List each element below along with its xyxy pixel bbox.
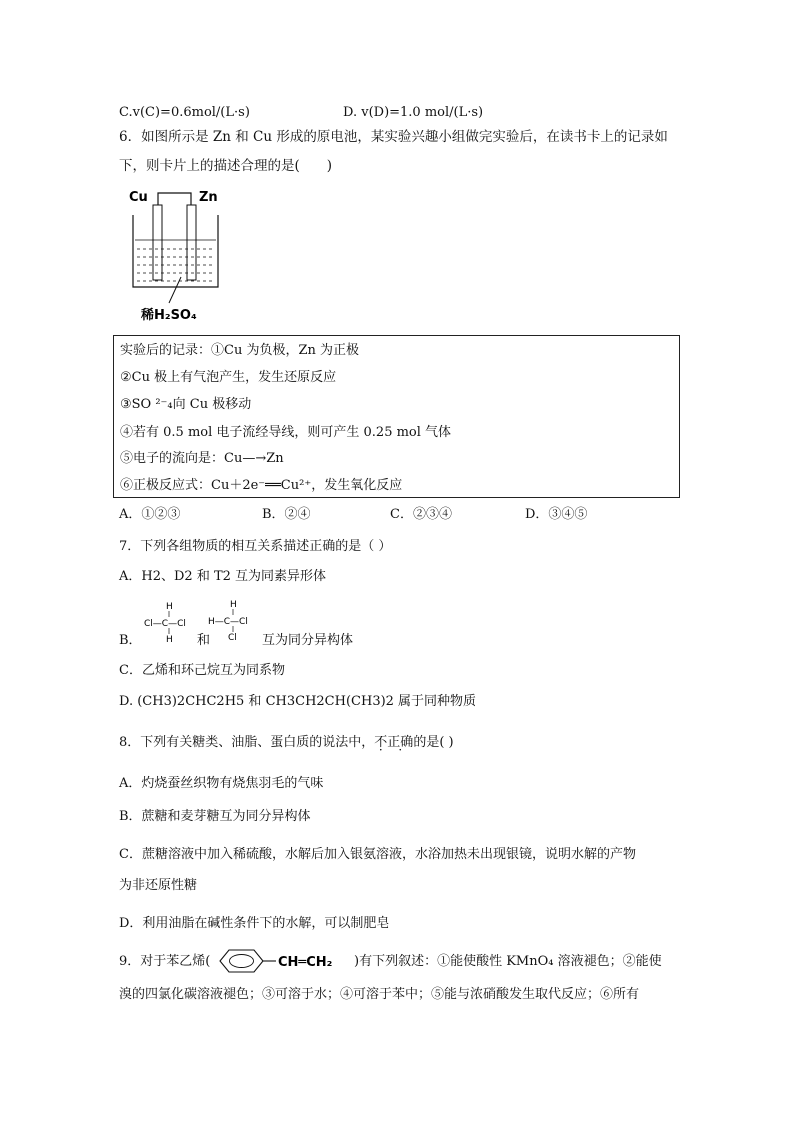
q6-text-line1: 6．如图所示是 Zn 和 Cu 形成的原电池，某实验兴趣小组做完实验后，在读书卡上的记录如 [119, 129, 668, 145]
q7-option-b-and: 和 [197, 633, 211, 648]
q7-option-b-suffix: 互为同分异构体 [262, 633, 354, 648]
q8-option-d: D．利用油脂在碱性条件下的水解，可以制肥皂 [119, 916, 390, 931]
styrene-formula: CH═CH₂ [278, 955, 333, 970]
record-line-1: 实验后的记录：①Cu 为负极，Zn 为正极 [120, 343, 359, 358]
q6-option-b: B．②④ [262, 507, 311, 522]
q8-option-c-line1: C．蔗糖溶液中加入稀硫酸，水解后加入银氨溶液，水浴加热未出现银镜，说明水解的产物 [119, 847, 636, 862]
q6-option-c: C．②③④ [390, 507, 452, 522]
q8-title-post: 的是( ) [413, 735, 454, 750]
benzene-ring-icon [220, 950, 263, 972]
record-line-4: ④若有 0.5 mol 电子流经导线，则可产生 0.25 mol 气体 [120, 425, 452, 440]
struct1-top: H [166, 602, 173, 612]
record-line-6: ⑥正极反应式：Cu＋2e⁻══Cu²⁺，发生氧化反应 [120, 478, 403, 493]
q7-option-d: D. (CH3)2CHC2H5 和 CH3CH2CH(CH3)2 属于同种物质 [119, 694, 477, 709]
record-line-2: ②Cu 极上有气泡产生，发生还原反应 [120, 370, 337, 385]
option-d-rate: D. v(D)=1.0 mol/(L·s) [343, 105, 484, 120]
struct2-top: H [230, 600, 237, 610]
q6-text-line2: 下，则卡片上的描述合理的是( ) [119, 158, 333, 174]
styrene-structure [216, 945, 356, 977]
experiment-record-card [113, 335, 680, 498]
struct1-mid: Cl—C—Cl [144, 619, 186, 629]
q7-title: 7．下列各组物质的相互关系描述正确的是（ ） [119, 539, 392, 554]
zn-label: Zn [199, 190, 218, 205]
cu-label: Cu [129, 190, 148, 205]
struct2-mid: H—C—Cl [208, 617, 248, 627]
beaker [133, 215, 218, 287]
structure-2 [208, 600, 248, 643]
q8-title-emphasis-1: 不 [374, 735, 388, 750]
q7-option-c: C．乙烯和环己烷互为同系物 [119, 663, 285, 678]
structure-1 [144, 602, 186, 645]
q7-structures [142, 597, 282, 647]
q8-title-emphasis-2: 正确 [387, 735, 414, 750]
option-c-rate: C.v(C)=0.6mol/(L·s) [119, 105, 250, 120]
record-line-5: ⑤电子的流向是：Cu—→Zn [120, 451, 284, 466]
q7-option-b-prefix: B． [119, 633, 142, 648]
solution [135, 240, 216, 281]
q6-option-a: A．①②③ [119, 507, 181, 522]
q6-option-d: D．③④⑤ [525, 507, 588, 522]
wire [158, 193, 191, 205]
q9-prefix: 9．对于苯乙烯( [119, 954, 211, 969]
galvanic-cell-figure [125, 185, 235, 325]
zn-electrode [187, 205, 196, 280]
q8-option-c-line2: 为非还原性糖 [119, 878, 198, 893]
q8-option-a: A．灼烧蚕丝织物有烧焦羽毛的气味 [119, 776, 324, 791]
q7-option-a: A．H2、D2 和 T2 互为同素异形体 [119, 569, 327, 584]
record-line-3: ③SO ²⁻₄向 Cu 极移动 [120, 397, 252, 412]
struct2-bottom: Cl [228, 633, 237, 643]
struct1-bottom: H [166, 635, 173, 645]
cu-electrode [153, 205, 162, 280]
q8-option-b: B．蔗糖和麦芽糖互为同分异构体 [119, 809, 311, 824]
q8-title [119, 734, 454, 752]
q9-text-line1: )有下列叙述：①能使酸性 KMnO₄ 溶液褪色；②能使 [354, 954, 662, 969]
solution-label: 稀H₂SO₄ [141, 308, 197, 323]
q9-text-line2: 溴的四氯化碳溶液褪色；③可溶于水；④可溶于苯中；⑤能与浓硝酸发生取代反应；⑥所有 [119, 987, 640, 1002]
q8-title-pre: 8．下列有关糖类、油脂、蛋白质的说法中， [119, 735, 375, 750]
